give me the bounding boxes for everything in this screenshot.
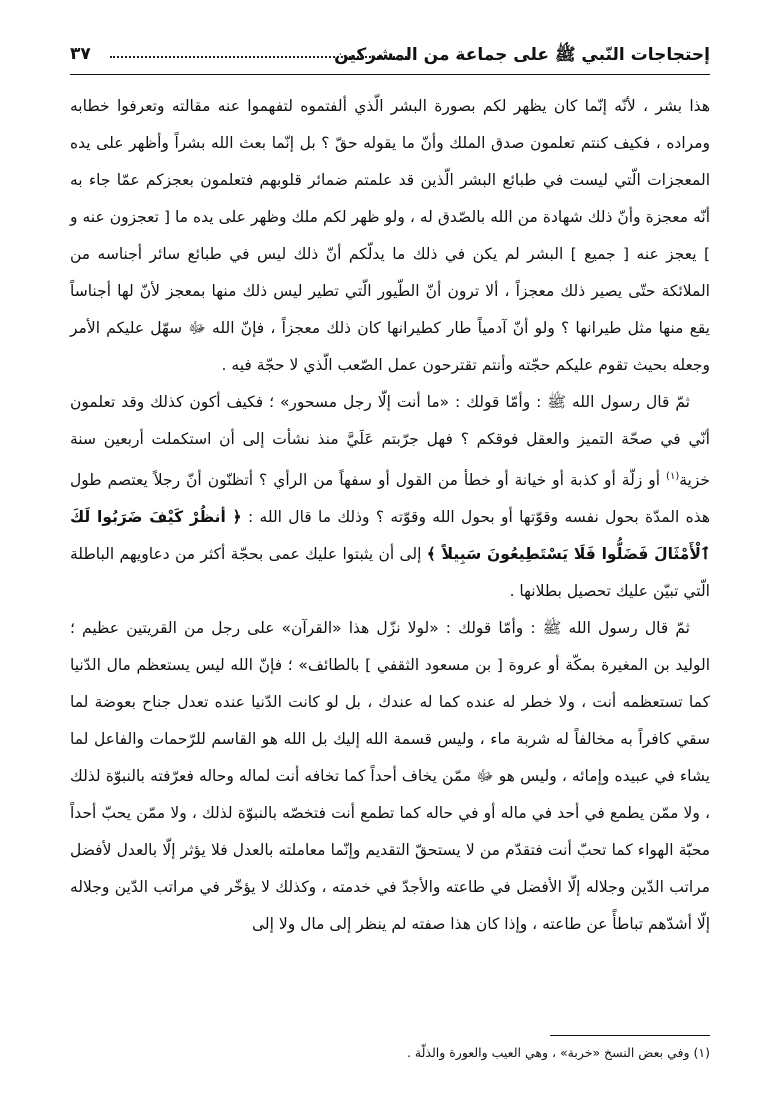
- paragraph-2-text-b: أو زلّة أو كذبة أو خيانة أو خطأ من القول أو سفهاً من الرأي ؟ أتظنّون أنّ رجلاً يعتصم طول هذه المدّة بحول نفسه وقوّتها أو بحول الله وقوّته ؟ وذلك ما قال الله :: [70, 471, 710, 527]
- paragraph-1: هذا بشر ، لأنّه إنّما كان يظهر لكم بصورة البشر الّذي ألفتموه لتفهموا عنه مقالته وتعرفوا خطابه ومراده ، فكيف كنتم تعلمون صدق الملك وأنّ ما يقوله حقّ ؟ بل إنّما بعث الله بشراً وأظهر على يده المعجزات الّتي ليست في طبائع البشر الّذين قد علمتم ضمائر قلوبهم فتعلمون بعجزكم عمّا جاء به أنّه معجزة وأنّ ذلك شهادة من الله بالصّدق له ، ولو ظهر لكم ملك وظهر على يده ما [ تعجزون عنه و ] يعجز عنه [ جميع ] البشر لم يكن في ذلك ما يدلّكم أنّ ذلك ليس في طبائع سائر أجناسه من الملائكة حتّى يصير ذلك معجزاً ، ألا ترون أنّ الطّيور الّتي تطير ليس ذلك منها بمعجز لأنّ لها أجناساً يقع منها مثل طيرانها ؟ ولو أنّ آدمياً طار كطيرانها كان ذلك معجزاً ، فإنّ الله ﷻ سهّل عليكم الأمر وجعله بحيث تقوم عليكم حجّته وأنتم تقترحون عمل الصّعب الّذي لا حجّة فيه .: [70, 97, 710, 374]
- page-number: ٣٧: [70, 44, 91, 64]
- paragraph-2-text-c: إلى أن يثبتوا عليك عمى بحجّة أكثر من دعاويهم الباطلة الّتي تبيّن عليك تحصيل بطلانها .: [70, 545, 710, 601]
- leader-dots: [110, 56, 410, 58]
- running-title: إحتجاجات النّبي ﷺ على جماعة من المشركين: [334, 45, 710, 65]
- paragraph-3: ثمّ قال رسول الله ﷺ : وأمّا قولك : «لولا نزّل هذا «القرآن» على رجل من القريتين عظيم ؛ الوليد بن المغيرة بمكّة أو عروة [ بن مسعود الثقفي ] بالطائف» ؛ فإنّ الله ليس يستعظم مال الدّنيا كما تستعظمه أنت ، ولا خطر له عنده كما له عندك ، بل لو كانت الدّنيا عنده تعدل جناح بعوضة لما سقي كافراً به مخالفاً له شربة ماء ، وليس قسمة الله إليك بل الله هو القاسم للرّحمات والفاعل لما يشاء في عبيده وإمائه ، وليس هو ﷻ ممّن يخاف أحداً كما تخافه أنت لماله وحاله فعرّفته بالنبوّة لذلك ، ولا ممّن يطمع في أحد في ماله أو في حاله كما تطمع أنت فتخصّه بالنبوّة لذلك ، ولا ممّن يحبّ أحداً محبّة الهواء كما تحبّ أنت فتقدّم من لا يستحقّ التقديم وإنّما معاملته بالعدل فلا يؤثر إلّا بالعدل لأفضل مراتب الدّين وجلاله إلّا الأفضل في طاعته والأجدّ في خدمته ، وكذلك لا يؤخّر في مراتب الدّين وجلاله إلّا أشدّهم تباطأً عن طاعته ، وإذا كان هذا صفته لم ينظر إلى مال ولا إلى: [70, 619, 710, 934]
- footnote: (١) وفي بعض النسخ «خربة» ، وهي العيب والعورة والذلّة .: [406, 1045, 710, 1060]
- paragraph-2-text-a: ثمّ قال رسول الله ﷺ : وأمّا قولك : «ما أنت إلّا رجل مسحور» ؛ فكيف أكون كذلك وقد تعلمون أنّي في صحّة التميز والعقل فوقكم ؟ فهل جرّبتم عَلَيَّ منذ نشأت إلى أن استكملت أربعين سنة خزية: [70, 393, 710, 490]
- footnote-divider: [550, 1035, 710, 1036]
- page-header: [70, 40, 710, 75]
- main-text: [70, 88, 710, 943]
- footnote-marker: (١): [666, 471, 680, 482]
- paragraph-2: [70, 384, 710, 610]
- quran-verse: ﴿ أنظُرْ كَيْفَ ضَرَبُوا لَكَ ٱلْأَمْثَالَ فَضَلُّوا فَلَا يَسْتَطِيعُونَ سَبِيلاً ﴾: [70, 508, 710, 564]
